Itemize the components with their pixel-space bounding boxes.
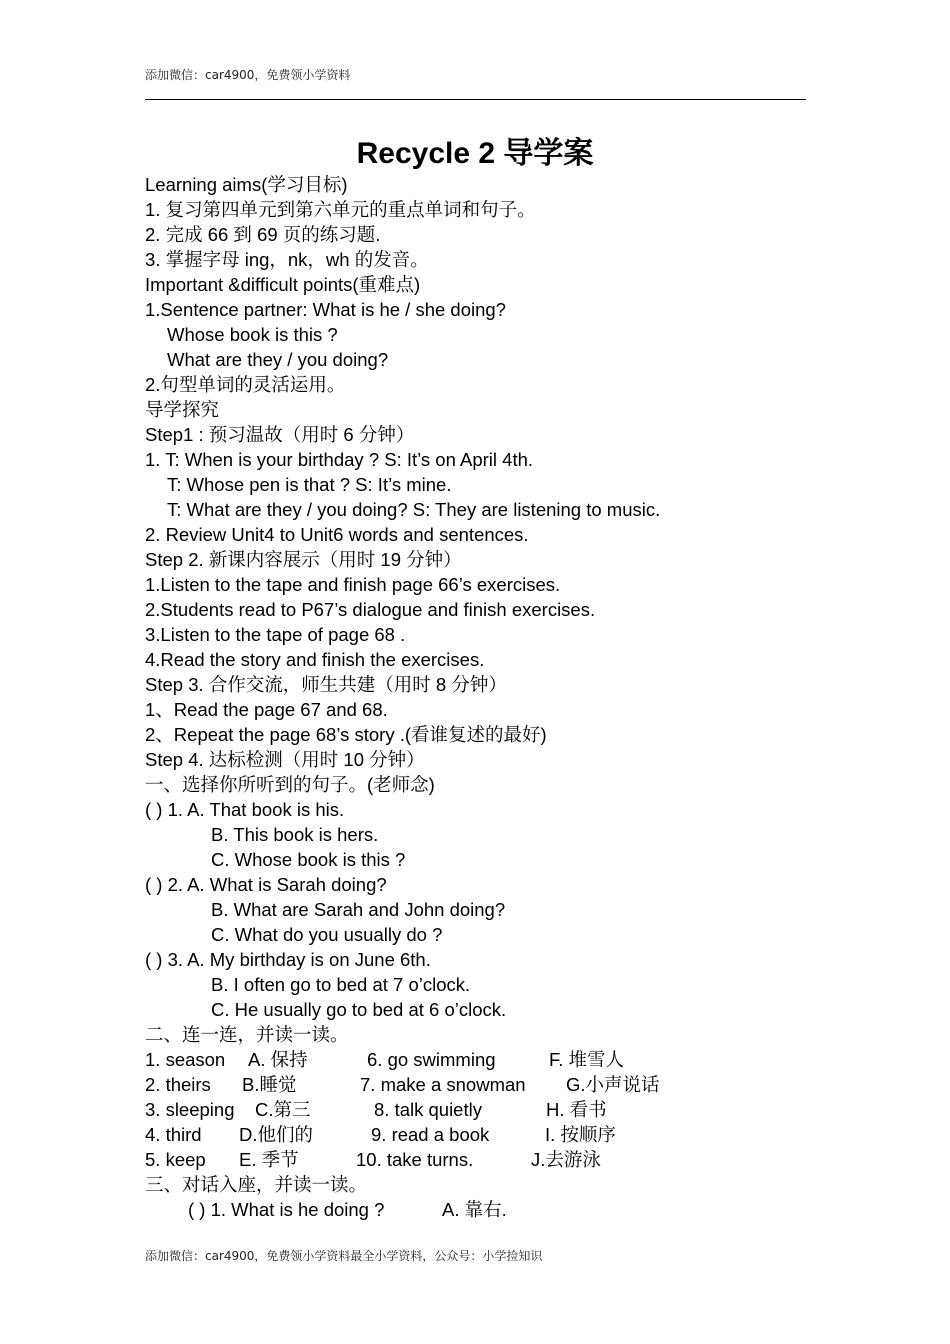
match-phrase: 9. read a book (371, 1124, 490, 1145)
text-line: 2. 完成 66 到 69 页的练习题. (145, 224, 381, 245)
match-word: 3. sleeping (145, 1099, 235, 1120)
match-meaning: I. 按顺序 (545, 1124, 616, 1145)
match-word: 5. keep (145, 1149, 206, 1170)
option-line: C. Whose book is this ? (211, 849, 406, 870)
section-heading: Learning aims(学习目标) (145, 174, 348, 195)
text-line: 3. 掌握字母 ing，nk，wh 的发音。 (145, 249, 429, 270)
dialogue-answer: A. 靠右. (442, 1199, 507, 1220)
match-meaning: E. 季节 (239, 1149, 299, 1170)
text-line: 2、Repeat the page 68’s story .(看谁复述的最好) (145, 724, 547, 745)
option-line: B. I often go to bed at 7 o’clock. (211, 974, 471, 995)
match-phrase: 10. take turns. (356, 1149, 474, 1170)
match-meaning: G.小声说话 (566, 1074, 660, 1095)
text-line: 1.Sentence partner: What is he / she doing? (145, 299, 506, 320)
text-line: What are they / you doing? (167, 349, 389, 370)
match-phrase: 8. talk quietly (374, 1099, 482, 1120)
question-line: ( ) 3. A. My birthday is on June 6th. (145, 949, 431, 970)
text-line: 1. T: When is your birthday ? S: It’s on April 4th. (145, 449, 534, 470)
question-line (145, 1197, 825, 1222)
match-meaning: D.他们的 (239, 1124, 314, 1145)
option-line: C. What do you usually do ? (211, 924, 443, 945)
match-row (145, 1047, 825, 1072)
text-line: 3.Listen to the tape of page 68 . (145, 624, 406, 645)
text-line: 2.Students read to P67’s dialogue and finish exercises. (145, 599, 596, 620)
text-line: T: What are they / you doing? S: They are listening to music. (167, 499, 661, 520)
match-word: 1. season (145, 1049, 226, 1070)
match-row (145, 1097, 825, 1122)
page-title: Recycle 2 导学案 (356, 137, 594, 170)
match-meaning: B.睡觉 (242, 1074, 297, 1095)
text-line: Whose book is this ? (167, 324, 338, 345)
header-divider (145, 99, 806, 100)
match-row (145, 1122, 825, 1147)
match-meaning: F. 堆雪人 (549, 1049, 625, 1070)
step-heading: Step 2. 新课内容展示（用时 19 分钟） (145, 549, 462, 570)
text-line: 1、Read the page 67 and 68. (145, 699, 388, 720)
question-line: ( ) 1. A. That book is his. (145, 799, 345, 820)
exercise-heading: 一、选择你所听到的句子。(老师念) (145, 774, 435, 795)
document-body (145, 172, 825, 1222)
step-heading: Step 4. 达标检测（用时 10 分钟） (145, 749, 425, 770)
exercise-heading: 三、对话入座，并读一读。 (145, 1174, 368, 1195)
step-heading: Step1 : 预习温故（用时 6 分钟） (145, 424, 415, 445)
match-phrase: 6. go swimming (367, 1049, 496, 1070)
exercise-heading: 二、连一连，并读一读。 (145, 1024, 349, 1045)
option-line: B. What are Sarah and John doing? (211, 899, 506, 920)
text-line: 2.句型单词的灵活运用。 (145, 374, 346, 395)
text-line: T: Whose pen is that ? S: It’s mine. (167, 474, 452, 495)
page-header: 添加微信：car4900，免费领小学资料 (145, 68, 351, 82)
option-line: B. This book is hers. (211, 824, 379, 845)
section-heading: 导学探究 (145, 399, 220, 420)
match-row (145, 1147, 825, 1172)
match-phrase: 7. make a snowman (360, 1074, 526, 1095)
option-line: C. He usually go to bed at 6 o’clock. (211, 999, 507, 1020)
match-meaning: A. 保持 (248, 1049, 308, 1070)
match-row (145, 1072, 825, 1097)
text-line: 4.Read the story and finish the exercises. (145, 649, 485, 670)
page-footer: 添加微信：car4900，免费领小学资料最全小学资料，公众号：小学捡知识 (145, 1249, 543, 1263)
match-meaning: C.第三 (255, 1099, 311, 1120)
question-line: ( ) 2. A. What is Sarah doing? (145, 874, 387, 895)
match-word: 2. theirs (145, 1074, 211, 1095)
step-heading: Step 3. 合作交流，师生共建（用时 8 分钟） (145, 674, 507, 695)
match-meaning: J.去游泳 (531, 1149, 601, 1170)
section-heading: Important &difficult points(重难点) (145, 274, 421, 295)
text-line: 1.Listen to the tape and finish page 66’s exercises. (145, 574, 561, 595)
match-word: 4. third (145, 1124, 202, 1145)
text-line: 2. Review Unit4 to Unit6 words and sentences. (145, 524, 529, 545)
match-meaning: H. 看书 (546, 1099, 607, 1120)
dialogue-question: ( ) 1. What is he doing ? (188, 1199, 385, 1220)
text-line: 1. 复习第四单元到第六单元的重点单词和句子。 (145, 199, 536, 220)
